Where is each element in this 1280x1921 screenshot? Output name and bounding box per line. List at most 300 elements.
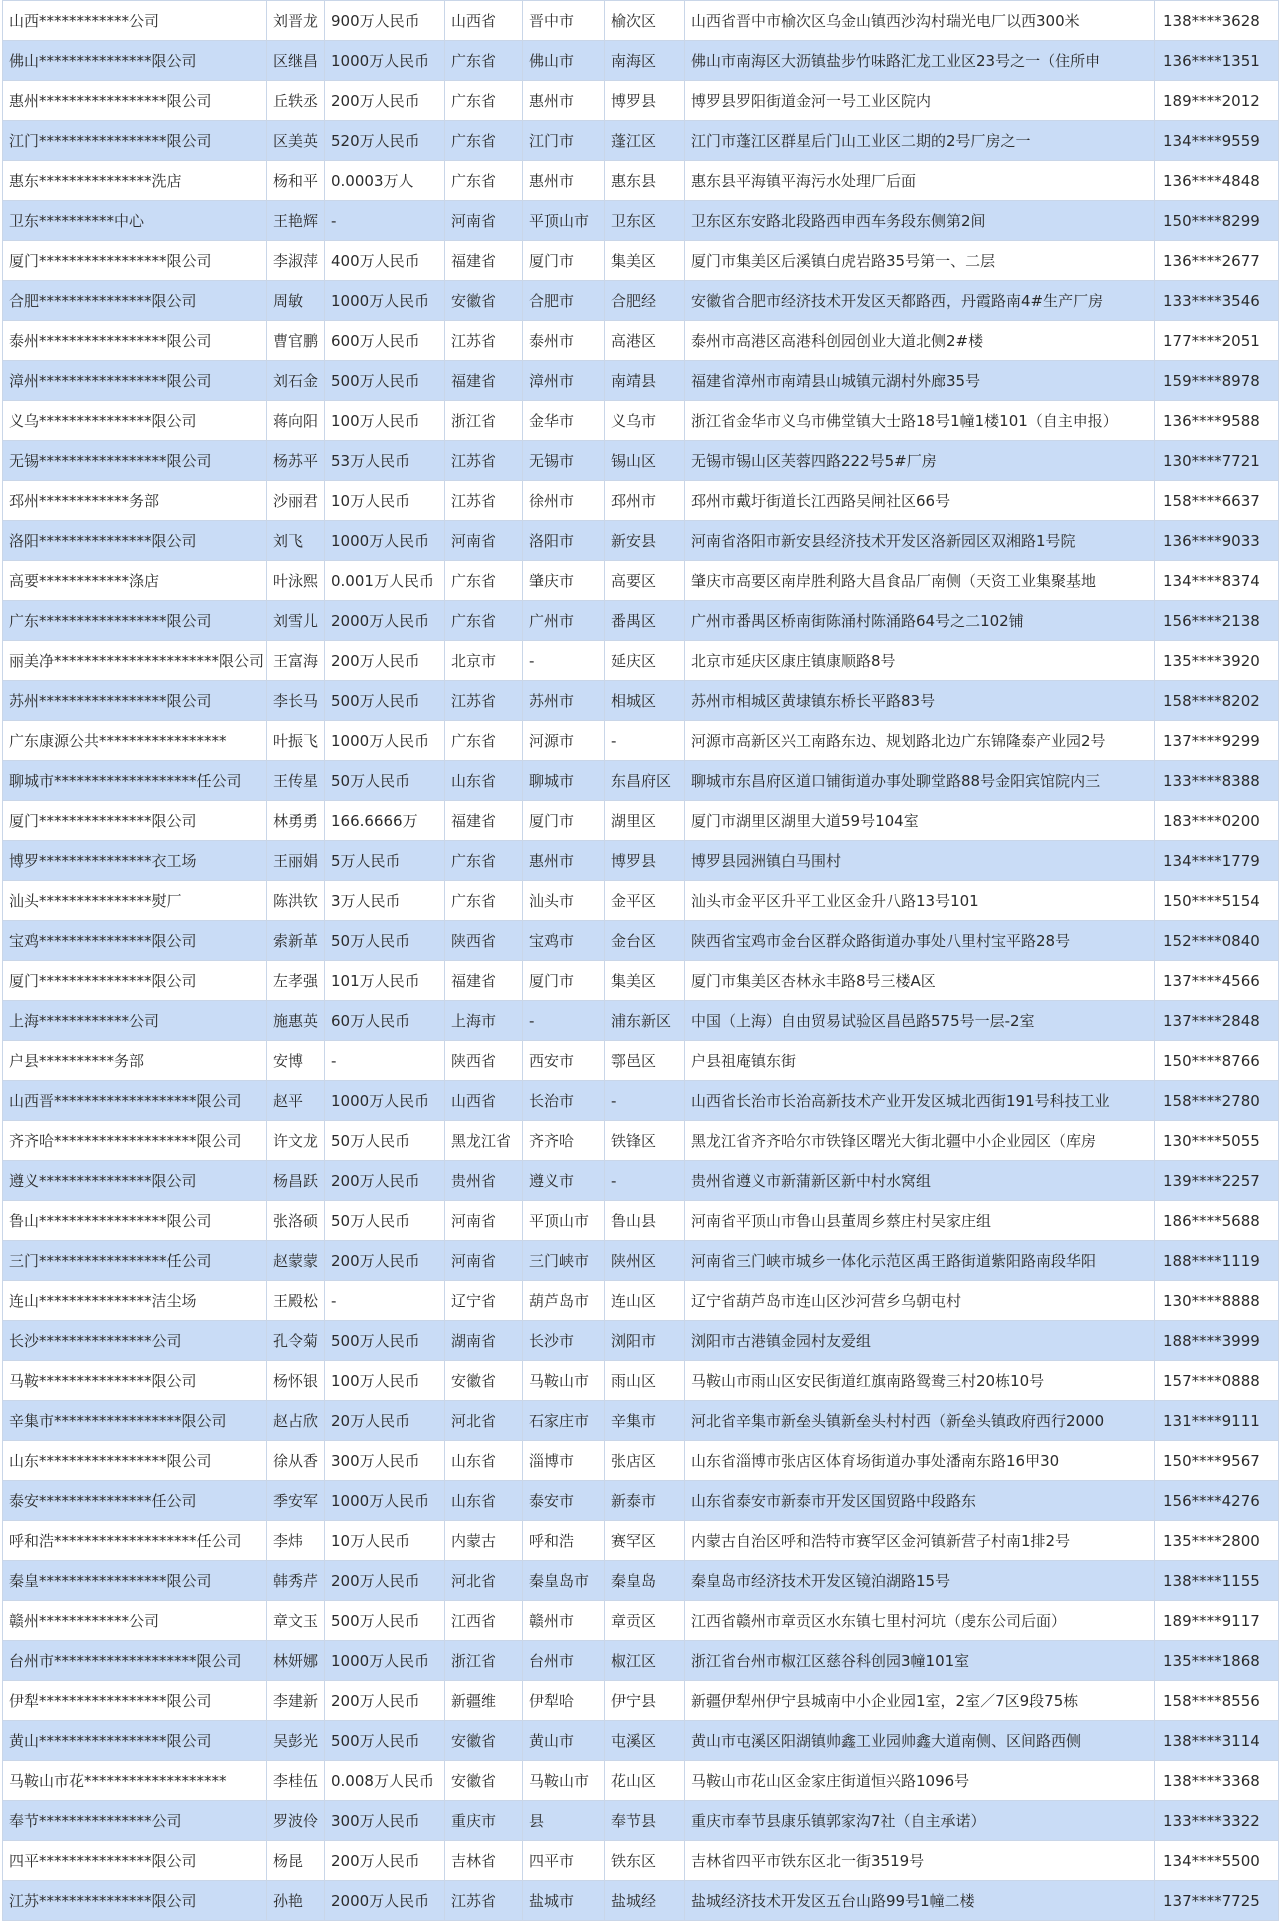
city-cell: 无锡市 [523, 441, 605, 481]
province-cell: 安徽省 [445, 1721, 523, 1761]
province-cell: 广东省 [445, 41, 523, 81]
company-name-cell: 江苏***************限公司 [3, 1881, 267, 1921]
registered-capital-cell: 500万人民币 [325, 1601, 445, 1641]
company-name-cell: 聊城市*******************任公司 [3, 761, 267, 801]
phone-cell: 135****3920 [1155, 641, 1279, 681]
registered-capital-cell: 50万人民币 [325, 1121, 445, 1161]
province-cell: 河南省 [445, 201, 523, 241]
legal-person-cell: 陈洪钦 [267, 881, 325, 921]
registered-capital-cell: 400万人民币 [325, 241, 445, 281]
company-name-cell: 苏州*****************限公司 [3, 681, 267, 721]
table-row [3, 1161, 1279, 1201]
registered-capital-cell: 0.008万人民币 [325, 1761, 445, 1801]
table-row [3, 201, 1279, 241]
legal-person-cell: 王殿松 [267, 1281, 325, 1321]
phone-cell: 135****1868 [1155, 1641, 1279, 1681]
city-cell: 惠州市 [523, 81, 605, 121]
district-cell: 博罗县 [605, 841, 685, 881]
city-cell: 泰安市 [523, 1481, 605, 1521]
phone-cell: 158****8202 [1155, 681, 1279, 721]
address-cell: 泰州市高港区高港科创园创业大道北侧2#楼 [685, 321, 1155, 361]
district-cell: - [605, 721, 685, 761]
company-name-cell: 义乌***************限公司 [3, 401, 267, 441]
legal-person-cell: 林勇勇 [267, 801, 325, 841]
company-name-cell: 广东*****************限公司 [3, 601, 267, 641]
city-cell: 马鞍山市 [523, 1361, 605, 1401]
city-cell: 伊犁哈 [523, 1681, 605, 1721]
company-name-cell: 户县**********务部 [3, 1041, 267, 1081]
legal-person-cell: 章文玉 [267, 1601, 325, 1641]
table-row [3, 961, 1279, 1001]
address-cell: 肇庆市高要区南岸胜利路大昌食品厂南侧（天资工业集聚基地 [685, 561, 1155, 601]
province-cell: 内蒙古 [445, 1521, 523, 1561]
table-row [3, 1561, 1279, 1601]
registered-capital-cell: 20万人民币 [325, 1401, 445, 1441]
phone-cell: 135****2800 [1155, 1521, 1279, 1561]
district-cell: 番禺区 [605, 601, 685, 641]
province-cell: 福建省 [445, 961, 523, 1001]
province-cell: 山东省 [445, 1441, 523, 1481]
registered-capital-cell: 600万人民币 [325, 321, 445, 361]
address-cell: 聊城市东昌府区道口铺街道办事处聊堂路88号金阳宾馆院内三 [685, 761, 1155, 801]
registered-capital-cell: 500万人民币 [325, 361, 445, 401]
province-cell: 江西省 [445, 1601, 523, 1641]
province-cell: 浙江省 [445, 1641, 523, 1681]
city-cell: 徐州市 [523, 481, 605, 521]
address-cell: 佛山市南海区大沥镇盐步竹味路汇龙工业区23号之一（住所申 [685, 41, 1155, 81]
registered-capital-cell: - [325, 1281, 445, 1321]
district-cell: 金平区 [605, 881, 685, 921]
legal-person-cell: 周敏 [267, 281, 325, 321]
company-name-cell: 鲁山*****************限公司 [3, 1201, 267, 1241]
table-row [3, 1681, 1279, 1721]
district-cell: 邳州市 [605, 481, 685, 521]
legal-person-cell: 孔令菊 [267, 1321, 325, 1361]
province-cell: 浙江省 [445, 401, 523, 441]
address-cell: 江门市蓬江区群星后门山工业区二期的2号厂房之一 [685, 121, 1155, 161]
registered-capital-cell: - [325, 201, 445, 241]
address-cell: 陕西省宝鸡市金台区群众路街道办事处八里村宝平路28号 [685, 921, 1155, 961]
legal-person-cell: 丘轶丞 [267, 81, 325, 121]
address-cell: 安徽省合肥市经济技术开发区天都路西，丹霞路南4#生产厂房 [685, 281, 1155, 321]
legal-person-cell: 吴彭光 [267, 1721, 325, 1761]
address-cell: 无锡市锡山区芙蓉四路222号5#厂房 [685, 441, 1155, 481]
registered-capital-cell: 500万人民币 [325, 1321, 445, 1361]
district-cell: 博罗县 [605, 81, 685, 121]
phone-cell: 134****9559 [1155, 121, 1279, 161]
table-row [3, 41, 1279, 81]
district-cell: 南海区 [605, 41, 685, 81]
city-cell: 苏州市 [523, 681, 605, 721]
legal-person-cell: 徐从香 [267, 1441, 325, 1481]
phone-cell: 159****8978 [1155, 361, 1279, 401]
city-cell: 惠州市 [523, 161, 605, 201]
table-row [3, 1801, 1279, 1841]
district-cell: 鄠邑区 [605, 1041, 685, 1081]
district-cell: 合肥经 [605, 281, 685, 321]
legal-person-cell: 季安军 [267, 1481, 325, 1521]
province-cell: 安徽省 [445, 1761, 523, 1801]
company-name-cell: 厦门*****************限公司 [3, 241, 267, 281]
company-name-cell: 丽美净**********************限公司 [3, 641, 267, 681]
table-row [3, 1761, 1279, 1801]
district-cell: 锡山区 [605, 441, 685, 481]
city-cell: 西安市 [523, 1041, 605, 1081]
district-cell: 连山区 [605, 1281, 685, 1321]
city-cell: 晋中市 [523, 1, 605, 41]
registered-capital-cell: 200万人民币 [325, 1241, 445, 1281]
city-cell: 洛阳市 [523, 521, 605, 561]
phone-cell: 136****2677 [1155, 241, 1279, 281]
registered-capital-cell: 1000万人民币 [325, 1481, 445, 1521]
phone-cell: 134****1779 [1155, 841, 1279, 881]
city-cell: 厦门市 [523, 241, 605, 281]
table-row [3, 1041, 1279, 1081]
table-row [3, 1641, 1279, 1681]
company-name-cell: 遵义***************限公司 [3, 1161, 267, 1201]
company-name-cell: 广东康源公共***************** [3, 721, 267, 761]
address-cell: 河南省平顶山市鲁山县董周乡蔡庄村吴家庄组 [685, 1201, 1155, 1241]
table-row [3, 1201, 1279, 1241]
table-row [3, 1401, 1279, 1441]
phone-cell: 134****8374 [1155, 561, 1279, 601]
company-name-cell: 上海************公司 [3, 1001, 267, 1041]
city-cell: 遵义市 [523, 1161, 605, 1201]
address-cell: 吉林省四平市铁东区北一街3519号 [685, 1841, 1155, 1881]
registered-capital-cell: 200万人民币 [325, 81, 445, 121]
company-name-cell: 四平***************限公司 [3, 1841, 267, 1881]
legal-person-cell: 刘晋龙 [267, 1, 325, 41]
address-cell: 厦门市湖里区湖里大道59号104室 [685, 801, 1155, 841]
address-cell: 博罗县园洲镇白马围村 [685, 841, 1155, 881]
address-cell: 山东省淄博市张店区体育场街道办事处潘南东路16甲30 [685, 1441, 1155, 1481]
legal-person-cell: 杨和平 [267, 161, 325, 201]
city-cell: - [523, 1001, 605, 1041]
legal-person-cell: 区美英 [267, 121, 325, 161]
province-cell: 江苏省 [445, 1881, 523, 1921]
city-cell: 佛山市 [523, 41, 605, 81]
table-row [3, 1001, 1279, 1041]
company-name-cell: 合肥***************限公司 [3, 281, 267, 321]
phone-cell: 133****3546 [1155, 281, 1279, 321]
city-cell: 三门峡市 [523, 1241, 605, 1281]
phone-cell: 136****9033 [1155, 521, 1279, 561]
company-name-cell: 马鞍***************限公司 [3, 1361, 267, 1401]
table-row [3, 681, 1279, 721]
phone-cell: 138****3368 [1155, 1761, 1279, 1801]
table-row [3, 121, 1279, 161]
table-row [3, 1721, 1279, 1761]
phone-cell: 138****3628 [1155, 1, 1279, 41]
address-cell: 盐城经济技术开发区五台山路99号1幢二楼 [685, 1881, 1155, 1921]
address-cell: 浏阳市古港镇金园村友爱组 [685, 1321, 1155, 1361]
province-cell: 河南省 [445, 521, 523, 561]
legal-person-cell: 刘石金 [267, 361, 325, 401]
address-cell: 马鞍山市花山区金家庄街道恒兴路1096号 [685, 1761, 1155, 1801]
registered-capital-cell: 166.6666万 [325, 801, 445, 841]
table-row [3, 761, 1279, 801]
province-cell: 江苏省 [445, 481, 523, 521]
company-name-cell: 佛山***************限公司 [3, 41, 267, 81]
address-cell: 卫东区东安路北段路西申西车务段东侧第2间 [685, 201, 1155, 241]
city-cell: 惠州市 [523, 841, 605, 881]
province-cell: 河北省 [445, 1401, 523, 1441]
phone-cell: 137****4566 [1155, 961, 1279, 1001]
table-row [3, 441, 1279, 481]
company-name-cell: 惠州*****************限公司 [3, 81, 267, 121]
company-name-cell: 秦皇*****************限公司 [3, 1561, 267, 1601]
legal-person-cell: 赵占欣 [267, 1401, 325, 1441]
address-cell: 中国（上海）自由贸易试验区昌邑路575号一层-2室 [685, 1001, 1155, 1041]
province-cell: 广东省 [445, 841, 523, 881]
province-cell: 山东省 [445, 1481, 523, 1521]
province-cell: 广东省 [445, 721, 523, 761]
city-cell: 漳州市 [523, 361, 605, 401]
table-row [3, 481, 1279, 521]
company-name-cell: 赣州************公司 [3, 1601, 267, 1641]
legal-person-cell: 沙丽君 [267, 481, 325, 521]
phone-cell: 183****0200 [1155, 801, 1279, 841]
company-table [2, 0, 1279, 1921]
company-name-cell: 洛阳***************限公司 [3, 521, 267, 561]
legal-person-cell: 王富海 [267, 641, 325, 681]
province-cell: 陕西省 [445, 921, 523, 961]
table-row [3, 1, 1279, 41]
registered-capital-cell: 50万人民币 [325, 761, 445, 801]
city-cell: 聊城市 [523, 761, 605, 801]
district-cell: 秦皇岛 [605, 1561, 685, 1601]
legal-person-cell: 李淑萍 [267, 241, 325, 281]
city-cell: 长治市 [523, 1081, 605, 1121]
city-cell: 宝鸡市 [523, 921, 605, 961]
table-row [3, 601, 1279, 641]
legal-person-cell: 杨苏平 [267, 441, 325, 481]
phone-cell: 136****9588 [1155, 401, 1279, 441]
table-row [3, 1121, 1279, 1161]
legal-person-cell: 杨昌跃 [267, 1161, 325, 1201]
legal-person-cell: 孙艳 [267, 1881, 325, 1921]
company-name-cell: 呼和浩*******************任公司 [3, 1521, 267, 1561]
registered-capital-cell: 300万人民币 [325, 1441, 445, 1481]
table-row [3, 401, 1279, 441]
phone-cell: 136****4848 [1155, 161, 1279, 201]
table-row [3, 521, 1279, 561]
province-cell: 广东省 [445, 121, 523, 161]
table-row [3, 801, 1279, 841]
address-cell: 汕头市金平区升平工业区金升八路13号101 [685, 881, 1155, 921]
province-cell: 广东省 [445, 161, 523, 201]
table-row [3, 1481, 1279, 1521]
phone-cell: 189****9117 [1155, 1601, 1279, 1641]
company-name-cell: 博罗***************衣工场 [3, 841, 267, 881]
table-row [3, 721, 1279, 761]
phone-cell: 130****5055 [1155, 1121, 1279, 1161]
table-row [3, 1601, 1279, 1641]
table-row [3, 881, 1279, 921]
address-cell: 苏州市相城区黄埭镇东桥长平路83号 [685, 681, 1155, 721]
phone-cell: 186****5688 [1155, 1201, 1279, 1241]
city-cell: 厦门市 [523, 801, 605, 841]
address-cell: 河南省洛阳市新安县经济技术开发区洛新园区双湘路1号院 [685, 521, 1155, 561]
district-cell: - [605, 1081, 685, 1121]
registered-capital-cell: 1000万人民币 [325, 1641, 445, 1681]
phone-cell: 138****3114 [1155, 1721, 1279, 1761]
phone-cell: 150****8299 [1155, 201, 1279, 241]
province-cell: 河南省 [445, 1201, 523, 1241]
city-cell: 秦皇岛市 [523, 1561, 605, 1601]
phone-cell: 137****9299 [1155, 721, 1279, 761]
registered-capital-cell: 200万人民币 [325, 641, 445, 681]
city-cell: 黄山市 [523, 1721, 605, 1761]
address-cell: 惠东县平海镇平海污水处理厂后面 [685, 161, 1155, 201]
registered-capital-cell: 2000万人民币 [325, 1881, 445, 1921]
province-cell: 广东省 [445, 881, 523, 921]
city-cell: 肇庆市 [523, 561, 605, 601]
table-row [3, 241, 1279, 281]
registered-capital-cell: 10万人民币 [325, 1521, 445, 1561]
address-cell: 辽宁省葫芦岛市连山区沙河营乡乌朝屯村 [685, 1281, 1155, 1321]
legal-person-cell: 赵平 [267, 1081, 325, 1121]
province-cell: 福建省 [445, 801, 523, 841]
city-cell: 平顶山市 [523, 1201, 605, 1241]
city-cell: 石家庄市 [523, 1401, 605, 1441]
registered-capital-cell: 200万人民币 [325, 1681, 445, 1721]
table-row [3, 321, 1279, 361]
company-name-cell: 惠东***************洗店 [3, 161, 267, 201]
address-cell: 厦门市集美区杏林永丰路8号三楼A区 [685, 961, 1155, 1001]
legal-person-cell: 曹官鹏 [267, 321, 325, 361]
province-cell: 贵州省 [445, 1161, 523, 1201]
city-cell: 台州市 [523, 1641, 605, 1681]
province-cell: 安徽省 [445, 1361, 523, 1401]
legal-person-cell: 李建新 [267, 1681, 325, 1721]
registered-capital-cell: 100万人民币 [325, 401, 445, 441]
address-cell: 秦皇岛市经济技术开发区镜泊湖路15号 [685, 1561, 1155, 1601]
district-cell: 陕州区 [605, 1241, 685, 1281]
phone-cell: 131****9111 [1155, 1401, 1279, 1441]
legal-person-cell: 左孝强 [267, 961, 325, 1001]
company-name-cell: 奉节***************公司 [3, 1801, 267, 1841]
registered-capital-cell: 200万人民币 [325, 1561, 445, 1601]
district-cell: 新泰市 [605, 1481, 685, 1521]
district-cell: 金台区 [605, 921, 685, 961]
province-cell: 河北省 [445, 1561, 523, 1601]
province-cell: 陕西省 [445, 1041, 523, 1081]
company-name-cell: 长沙***************公司 [3, 1321, 267, 1361]
registered-capital-cell: 5万人民币 [325, 841, 445, 881]
table-row [3, 281, 1279, 321]
legal-person-cell: 索新革 [267, 921, 325, 961]
company-name-cell: 江门*****************限公司 [3, 121, 267, 161]
phone-cell: 156****4276 [1155, 1481, 1279, 1521]
province-cell: 新疆维 [445, 1681, 523, 1721]
phone-cell: 150****5154 [1155, 881, 1279, 921]
district-cell: 张店区 [605, 1441, 685, 1481]
phone-cell: 136****1351 [1155, 41, 1279, 81]
registered-capital-cell: 100万人民币 [325, 1361, 445, 1401]
company-name-cell: 齐齐哈*******************限公司 [3, 1121, 267, 1161]
district-cell: 东昌府区 [605, 761, 685, 801]
province-cell: 江苏省 [445, 441, 523, 481]
city-cell: 汕头市 [523, 881, 605, 921]
legal-person-cell: 王丽娟 [267, 841, 325, 881]
province-cell: 辽宁省 [445, 1281, 523, 1321]
city-cell: 泰州市 [523, 321, 605, 361]
phone-cell: 138****1155 [1155, 1561, 1279, 1601]
province-cell: 北京市 [445, 641, 523, 681]
legal-person-cell: 张洛硕 [267, 1201, 325, 1241]
legal-person-cell: 王传星 [267, 761, 325, 801]
legal-person-cell: 许文龙 [267, 1121, 325, 1161]
table-row [3, 1881, 1279, 1921]
company-name-cell: 厦门***************限公司 [3, 801, 267, 841]
city-cell: 合肥市 [523, 281, 605, 321]
district-cell: 延庆区 [605, 641, 685, 681]
city-cell: 江门市 [523, 121, 605, 161]
province-cell: 广东省 [445, 561, 523, 601]
company-name-cell: 连山***************洁尘场 [3, 1281, 267, 1321]
phone-cell: 152****0840 [1155, 921, 1279, 961]
company-name-cell: 泰州*****************限公司 [3, 321, 267, 361]
registered-capital-cell: 500万人民币 [325, 1721, 445, 1761]
address-cell: 河北省辛集市新垒头镇新垒头村村西（新垒头镇政府西行2000 [685, 1401, 1155, 1441]
table-body [3, 1, 1279, 1921]
address-cell: 河南省三门峡市城乡一体化示范区禹王路街道紫阳路南段华阳 [685, 1241, 1155, 1281]
city-cell: 县 [523, 1801, 605, 1841]
phone-cell: 130****7721 [1155, 441, 1279, 481]
district-cell: 湖里区 [605, 801, 685, 841]
address-cell: 河源市高新区兴工南路东边、规划路北边广东锦隆泰产业园2号 [685, 721, 1155, 761]
registered-capital-cell: 2000万人民币 [325, 601, 445, 641]
district-cell: 鲁山县 [605, 1201, 685, 1241]
registered-capital-cell: 900万人民币 [325, 1, 445, 41]
city-cell: 金华市 [523, 401, 605, 441]
registered-capital-cell: 1000万人民币 [325, 1081, 445, 1121]
address-cell: 户县祖庵镇东街 [685, 1041, 1155, 1081]
registered-capital-cell: 0.0003万人 [325, 161, 445, 201]
address-cell: 北京市延庆区康庄镇康顺路8号 [685, 641, 1155, 681]
city-cell: 马鞍山市 [523, 1761, 605, 1801]
district-cell: 高港区 [605, 321, 685, 361]
phone-cell: 158****2780 [1155, 1081, 1279, 1121]
district-cell: 章贡区 [605, 1601, 685, 1641]
city-cell: 齐齐哈 [523, 1121, 605, 1161]
registered-capital-cell: 1000万人民币 [325, 41, 445, 81]
address-cell: 邳州市戴圩街道长江西路吴闸社区66号 [685, 481, 1155, 521]
phone-cell: 177****2051 [1155, 321, 1279, 361]
registered-capital-cell: 101万人民币 [325, 961, 445, 1001]
province-cell: 河南省 [445, 1241, 523, 1281]
district-cell: 浏阳市 [605, 1321, 685, 1361]
address-cell: 黄山市屯溪区阳湖镇帅鑫工业园帅鑫大道南侧、区间路西侧 [685, 1721, 1155, 1761]
province-cell: 重庆市 [445, 1801, 523, 1841]
company-name-cell: 山西晋*******************限公司 [3, 1081, 267, 1121]
phone-cell: 133****3322 [1155, 1801, 1279, 1841]
company-name-cell: 马鞍山市花******************* [3, 1761, 267, 1801]
legal-person-cell: 王艳辉 [267, 201, 325, 241]
table-row [3, 1321, 1279, 1361]
registered-capital-cell: 200万人民币 [325, 1841, 445, 1881]
district-cell: 奉节县 [605, 1801, 685, 1841]
phone-cell: 134****5500 [1155, 1841, 1279, 1881]
district-cell: 屯溪区 [605, 1721, 685, 1761]
table-row [3, 921, 1279, 961]
legal-person-cell: 蒋向阳 [267, 401, 325, 441]
legal-person-cell: 叶振飞 [267, 721, 325, 761]
registered-capital-cell: 53万人民币 [325, 441, 445, 481]
district-cell: 浦东新区 [605, 1001, 685, 1041]
province-cell: 上海市 [445, 1001, 523, 1041]
